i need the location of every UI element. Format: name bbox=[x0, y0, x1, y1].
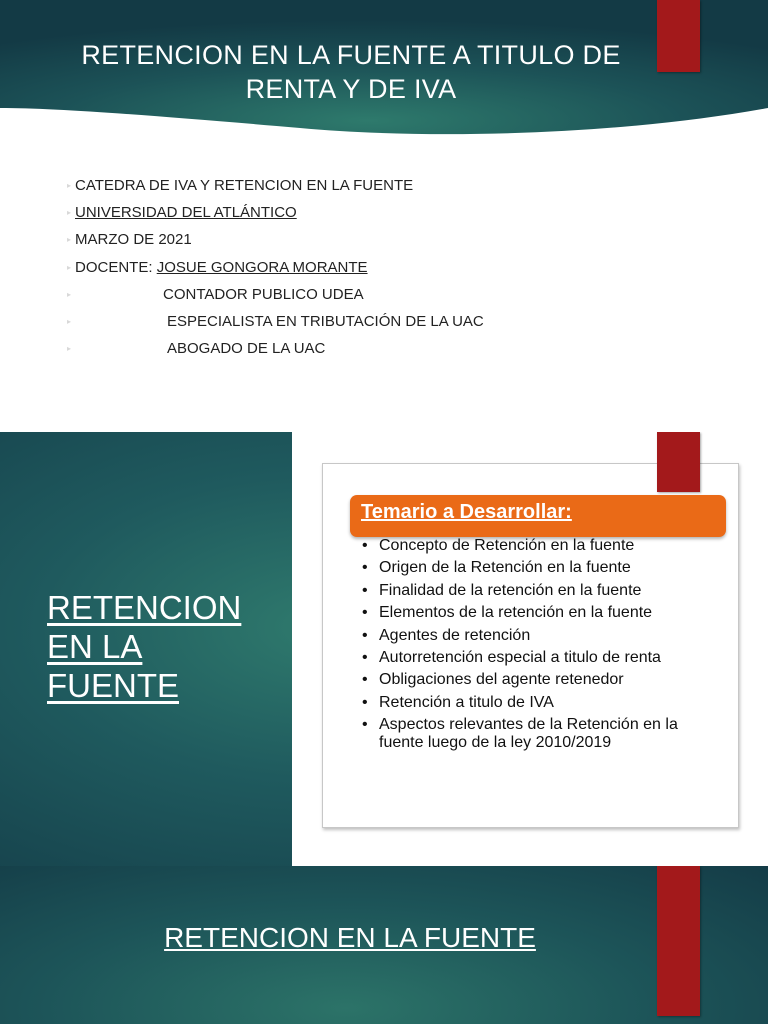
agenda-item: • Obligaciones del agente retenedor bbox=[362, 671, 722, 689]
agenda-item: • Agentes de retención bbox=[362, 627, 722, 645]
teacher-label: DOCENTE: bbox=[75, 258, 157, 276]
agenda-item: • Retención a titulo de IVA bbox=[362, 694, 722, 712]
agenda-item: • Origen de la Retención en la fuente bbox=[362, 559, 722, 577]
credential-text: ESPECIALISTA EN TRIBUTACIÓN DE LA UAC bbox=[167, 312, 484, 330]
agenda-item: • Aspectos relevantes de la Retención en la fuente luego de la ley 2010/2019 bbox=[362, 716, 722, 752]
section-title bbox=[47, 588, 241, 705]
agenda-item: • Autorretención especial a titulo de renta bbox=[362, 649, 722, 667]
credential-text: CONTADOR PUBLICO UDEA bbox=[163, 285, 364, 303]
list-item bbox=[0, 335, 768, 362]
bullet-icon: ▸ bbox=[67, 316, 72, 326]
teacher-name-link[interactable]: JOSUE GONGORA MORANTE bbox=[156, 258, 368, 276]
section-heading: RETENCION EN LA FUENTE bbox=[164, 922, 536, 953]
bullet-icon: ▸ bbox=[67, 235, 72, 245]
list-item bbox=[0, 172, 768, 199]
bullet-icon: ▸ bbox=[67, 208, 72, 218]
university-link[interactable]: UNIVERSIDAD DEL ATLÁNTICO bbox=[75, 204, 297, 222]
agenda-list bbox=[362, 537, 722, 757]
course-info-list bbox=[0, 172, 768, 362]
list-item bbox=[0, 254, 768, 281]
course-name: CATEDRA DE IVA Y RETENCION EN LA FUENTE bbox=[75, 177, 414, 194]
agenda-slide bbox=[0, 432, 768, 866]
agenda-banner bbox=[350, 495, 726, 537]
list-item bbox=[0, 308, 768, 335]
list-item bbox=[0, 281, 768, 308]
title-slide bbox=[0, 0, 768, 432]
credential-text: ABOGADO DE LA UAC bbox=[167, 340, 326, 358]
teacher-line bbox=[75, 254, 368, 281]
list-item bbox=[0, 199, 768, 226]
slide-title bbox=[40, 38, 662, 106]
section-slide bbox=[0, 866, 768, 1024]
agenda-item: • Concepto de Retención en la fuente bbox=[362, 537, 722, 555]
bullet-icon: ▸ bbox=[67, 262, 72, 272]
red-accent-tab bbox=[657, 432, 700, 492]
red-accent-tab bbox=[657, 0, 700, 72]
section-title-line: EN LA bbox=[47, 628, 143, 665]
date-text: MARZO DE 2021 bbox=[75, 231, 192, 249]
slide-title-line: RENTA Y DE IVA bbox=[245, 74, 457, 104]
list-item bbox=[0, 226, 768, 253]
agenda-item: • Finalidad de la retención en la fuente bbox=[362, 582, 722, 600]
agenda-banner-label: Temario a Desarrollar: bbox=[361, 501, 572, 523]
bullet-icon: ▸ bbox=[67, 344, 72, 354]
bullet-icon: ▸ bbox=[67, 181, 72, 190]
bullet-icon: ▸ bbox=[67, 289, 72, 299]
slide-title-line: RETENCION EN LA FUENTE A TITULO DE bbox=[81, 40, 621, 70]
section-title-line: RETENCION bbox=[47, 589, 242, 626]
agenda-item: • Elementos de la retención en la fuente bbox=[362, 604, 722, 622]
section-title-line: FUENTE bbox=[47, 667, 179, 704]
